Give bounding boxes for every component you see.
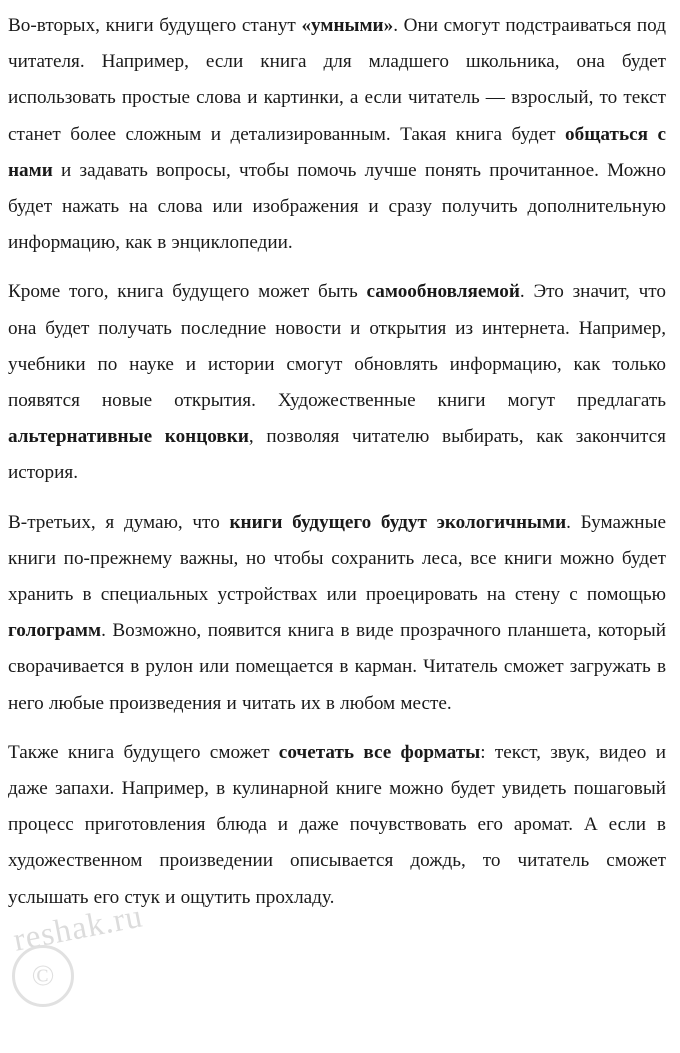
watermark-text: reshak.ru <box>10 898 146 959</box>
text-run: . Они смогут подстраиваться под читателя. Например, если книга для младшего школьника, она будет использовать простые слова и картинки, а если читатель — взрослый, то текст станет более сложным и детализированным. Такая книга будет <box>8 15 666 145</box>
emphasis-run: альтернативные концовки <box>8 426 249 448</box>
emphasis-run: «умными» <box>301 15 394 36</box>
text-run: Во-вторых, книги будущего станут <box>8 15 302 36</box>
text-run: : текст, звук, видео и даже запахи. Например, в кулинарной книге можно будет увидеть пошаговый процесс приготовления блюда и даже почувствовать его аромат. А если в художественном произведении описывается дождь, то читатель сможет услышать его стук и ощутить прохладу. <box>8 741 666 908</box>
paragraph-1 <box>8 8 666 261</box>
emphasis-run: книги будущего будут экологичными <box>229 511 567 533</box>
text-run: . Бумажные книги по-прежнему важны, но чтобы сохранить леса, все книги можно будет хранить в специальных устройствах или проецировать на стену с помощью <box>8 511 666 606</box>
watermark-copyright-icon: © <box>12 945 74 1007</box>
paragraph-2 <box>8 274 666 491</box>
emphasis-run: самообновляемой <box>366 281 520 303</box>
paragraph-3 <box>8 505 666 722</box>
text-run: В-третьих, я думаю, что <box>8 511 230 533</box>
paragraph-4 <box>8 735 666 916</box>
emphasis-run: общаться с нами <box>8 123 666 181</box>
text-run: Кроме того, книга будущего может быть <box>8 281 367 303</box>
text-run: и задавать вопросы, чтобы помочь лучше понять прочитанное. Можно будет нажать на слова или изображения и сразу получить дополнительную информацию, как в энциклопедии. <box>8 159 666 254</box>
text-run: , позволяя читателю выбирать, как закончится история. <box>8 426 666 484</box>
text-run: . Возможно, появится книга в виде прозрачного планшета, который сворачивается в рулон или помещается в карман. Читатель сможет загружать в него любые произведения и читать их в любом месте. <box>8 620 666 714</box>
emphasis-run: сочетать все форматы <box>278 741 481 763</box>
text-run: Также книга будущего сможет <box>8 741 279 763</box>
emphasis-run: голограмм <box>8 620 102 642</box>
text-run: . Это значит, что она будет получать последние новости и открытия из интернета. Например, учебники по науке и истории смогут обновлять информацию, как только появятся новые открытия. Художественные книги могут предлагать <box>8 281 666 412</box>
